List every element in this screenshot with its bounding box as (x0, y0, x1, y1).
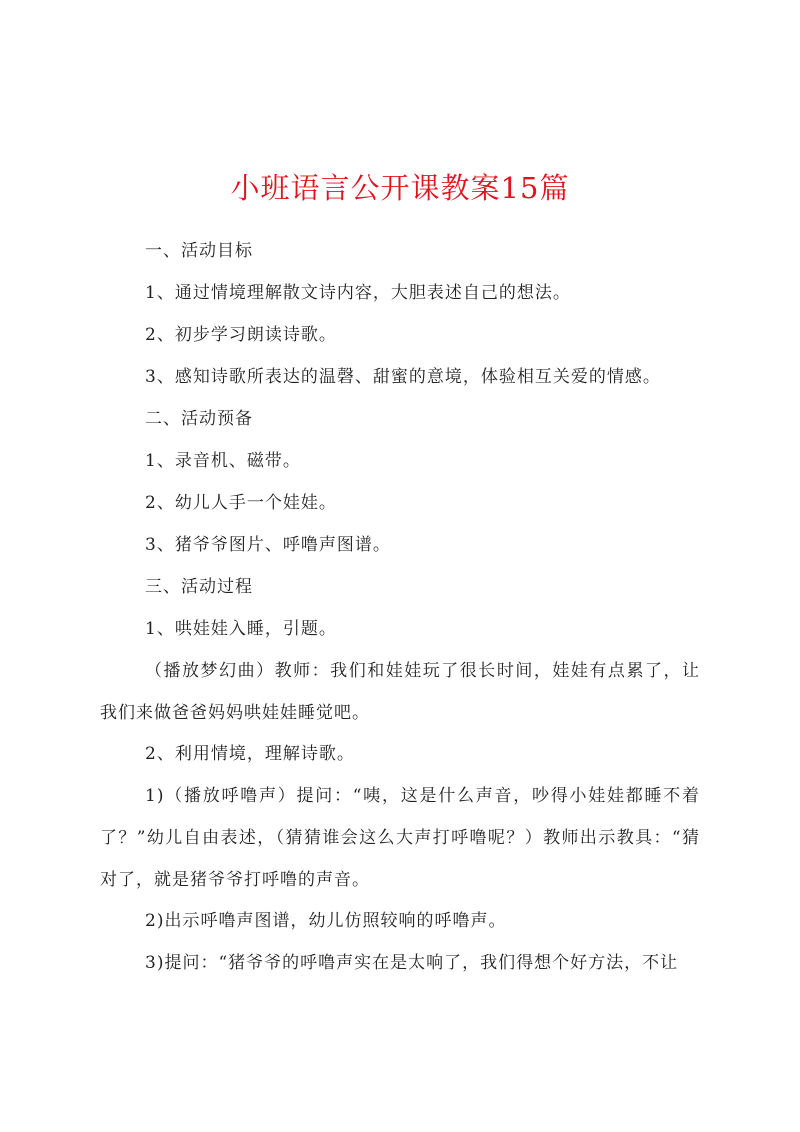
process-step-2: 2、利用情境，理解诗歌。 (145, 744, 355, 764)
document-title: 小班语言公开课教案15篇 (230, 171, 570, 205)
goal-item-2: 2、初步学习朗读诗歌。 (145, 325, 337, 345)
section-heading-goals: 一、活动目标 (145, 241, 253, 261)
process-step-2-sub-1: 1)（播放呼噜声）提问：“咦，这是什么声音，吵得小娃娃都睡不着了？”幼儿自由表述，（猜猜谁会这么大声打呼噜呢？）教师出示教具：“猜对了，就是猪爷爷打呼噜的声音。 (100, 786, 700, 890)
preparation-item-1: 1、录音机、磁带。 (145, 451, 301, 471)
section-heading-preparation: 二、活动预备 (145, 409, 253, 429)
process-step-2-sub-2: 2)出示呼噜声图谱，幼儿仿照较响的呼噜声。 (145, 911, 507, 931)
process-step-1: 1、哄娃娃入睡，引题。 (145, 619, 337, 639)
goal-item-3: 3、感知诗歌所表达的温磬、甜蜜的意境，体验相互关爱的情感。 (145, 367, 661, 387)
document-body (100, 240, 700, 994)
process-step-1-detail: （播放梦幻曲）教师：我们和娃娃玩了很长时间，娃娃有点累了，让我们来做爸爸妈妈哄娃娃睡觉吧。 (100, 661, 700, 723)
preparation-item-3: 3、猪爷爷图片、呼噜声图谱。 (145, 535, 391, 555)
section-heading-process: 三、活动过程 (145, 577, 253, 597)
preparation-item-2: 2、幼儿人手一个娃娃。 (145, 493, 337, 513)
goal-item-1: 1、通过情境理解散文诗内容，大胆表述自己的想法。 (145, 283, 571, 303)
process-step-2-sub-3: 3)提问：“猪爷爷的呼噜声实在是太响了，我们得想个好方法，不让 (145, 953, 679, 973)
